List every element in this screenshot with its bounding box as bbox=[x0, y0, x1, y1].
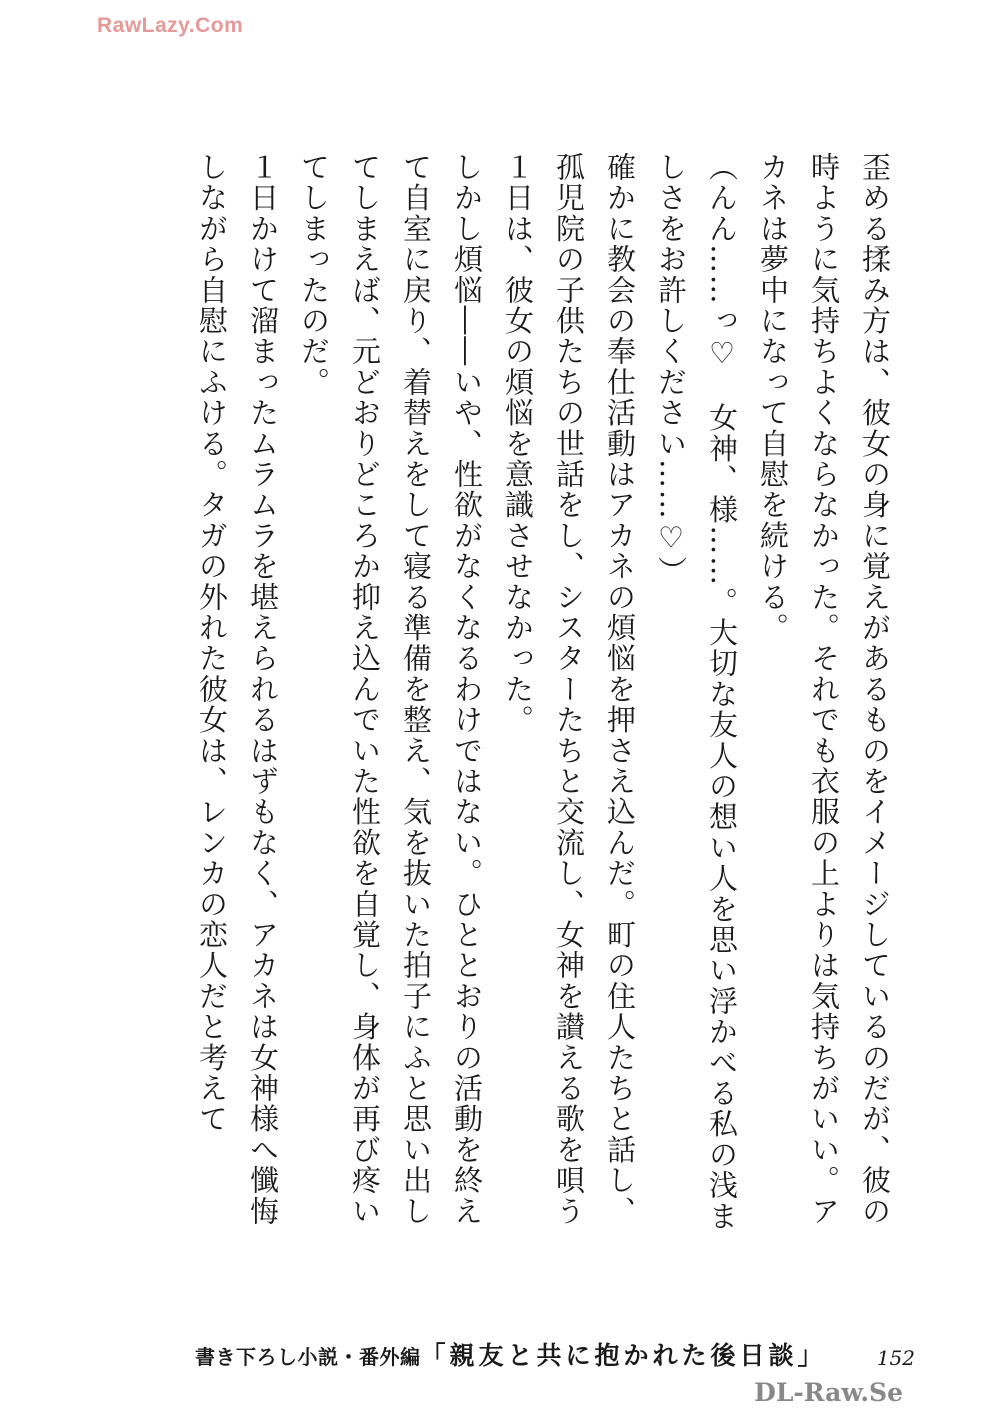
page-number: 152 bbox=[876, 1346, 915, 1370]
watermark-bottom: DL-Raw.Se bbox=[754, 1378, 903, 1407]
paragraph-1: 歪める揉み方は、彼女の身に覚えがあるものをイメージしているのだが、彼の時ように気持ちよくならなかった。それでも衣服の上よりは気持ちがいい。アカネは夢中になって自慰を続ける。 bbox=[756, 152, 892, 1227]
novel-body-text bbox=[140, 152, 900, 1232]
watermark-top: RawLazy.Com bbox=[97, 14, 244, 37]
paragraph-5: １日かけて溜まったムラムラを堪えられるはずもなく、アカネは女神様へ懺悔しながら自慰にふける。タガの外れた彼女は、レンカの恋人だと考えて bbox=[195, 152, 280, 1227]
paragraph-4: しかし煩悩――いや、性欲がなくなるわけではない。ひととおりの活動を終えて自室に戻り、着替えをして寝る準備を整え、気を抜いた拍子にふと思い出してしまえば、元どおりどころか抑え込んでいた性欲を自覚し、身体が再び疼いてしまったのだ。 bbox=[297, 152, 484, 1227]
page-footer bbox=[195, 1336, 935, 1376]
running-title-subtitle: 書き下ろし小説・番外編 bbox=[195, 1345, 421, 1369]
paragraph-3: 確かに教会の奉仕活動はアカネの煩悩を押さえ込んだ。町の住人たちと話し、孤児院の子供たちの世話をし、シスターたちと交流し、女神を讃える歌を唄う１日は、彼女の煩悩を意識させなかった。 bbox=[501, 152, 637, 1227]
running-title-main: 「親友と共に抱かれた後日談」 bbox=[420, 1341, 827, 1370]
running-title bbox=[195, 1336, 827, 1372]
paragraph-2: （んん……っ♡ 女神、様……。大切な友人の想い人を思い浮かべる私の浅ましさをお許しください……♡） bbox=[654, 152, 739, 1232]
